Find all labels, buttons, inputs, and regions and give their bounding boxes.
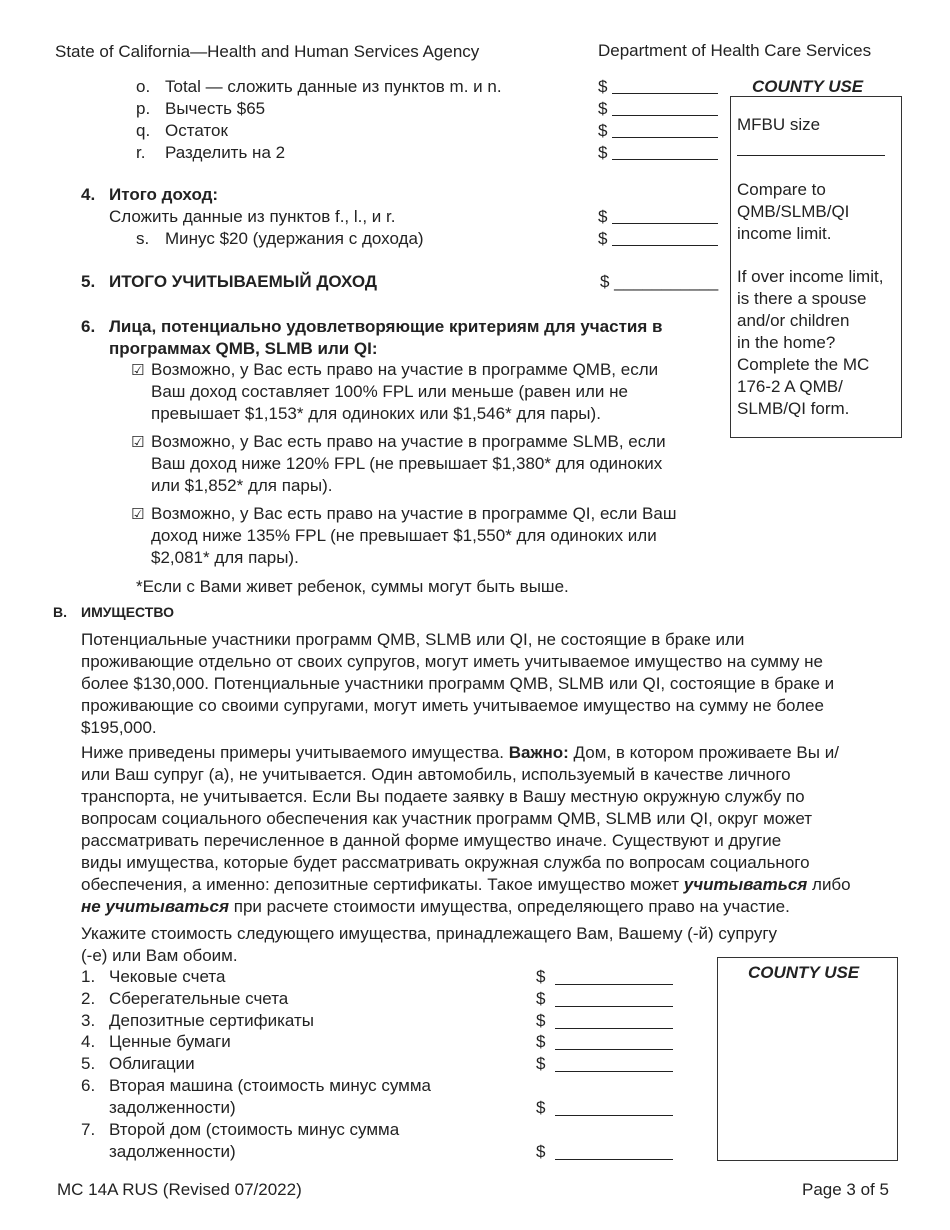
item-number: 4.: [81, 185, 96, 204]
asset-number: 1.: [81, 967, 96, 986]
eligibility-title: программах QMB, SLMB или QI:: [109, 339, 378, 358]
county-use-title: COUNTY USE: [748, 963, 860, 982]
page-number: Page 3 of 5: [802, 1180, 889, 1199]
currency-sign: $: [598, 77, 608, 96]
footnote: *Если с Вами живет ребенок, суммы могут быть выше.: [136, 577, 569, 596]
asset-label: Чековые счета: [109, 967, 226, 986]
section-letter: B.: [53, 604, 67, 620]
section-title: ИМУЩЕСТВО: [81, 604, 175, 620]
countable-income-field[interactable]: $ ___________: [600, 272, 719, 291]
over-limit-text: and/or children: [737, 311, 850, 330]
asset-label: Ценные бумаги: [109, 1032, 231, 1051]
item-number: 5.: [81, 272, 96, 291]
item-number: 6.: [81, 317, 96, 336]
compare-text: income limit.: [737, 224, 832, 243]
eligibility-title: Лица, потенциально удовлетворяющие критериям для участия в: [109, 317, 663, 336]
currency-sign: $: [598, 229, 608, 248]
amount-field-p[interactable]: [612, 115, 718, 116]
item-letter: o.: [136, 77, 151, 96]
county-use-box: [730, 96, 902, 438]
amount-field-securities[interactable]: [555, 1049, 673, 1050]
total-income-title: Итого доход:: [109, 185, 219, 204]
asset-number: 7.: [81, 1120, 96, 1139]
amount-field-q[interactable]: [612, 137, 718, 138]
amount-field-o[interactable]: [612, 93, 718, 94]
item-text: Остаток: [165, 121, 228, 140]
item-letter: q.: [136, 121, 151, 140]
currency-sign: $: [536, 1011, 546, 1030]
currency-sign: $: [536, 1142, 546, 1161]
amount-field-second-home[interactable]: [555, 1159, 673, 1160]
mfbu-field[interactable]: [737, 155, 885, 156]
currency-sign: $: [598, 143, 608, 162]
checkbox-icon[interactable]: ☑: [131, 505, 145, 523]
form-number: MC 14A RUS (Revised 07/2022): [57, 1180, 302, 1199]
option-text: Ваш доход составляет 100% FPL или меньше (равен или не: [151, 382, 628, 401]
checkbox-icon[interactable]: ☑: [131, 433, 145, 451]
item-text: Total — сложить данные из пунктов m. и n.: [165, 77, 502, 96]
amount-field-savings[interactable]: [555, 1006, 673, 1007]
amount-field-s[interactable]: [612, 245, 718, 246]
over-limit-text: Complete the MC: [737, 355, 870, 374]
property-paragraph-1: Потенциальные участники программ QMB, SLMB или QI, не состоящие в браке или проживающие отдельно от своих супругов, могут иметь учитываемое имущество на сумму не более $130,000. Потенциальные участники программ QMB, SLMB или QI, состоящие в браке и проживающие со своими супругами, могут иметь учитываемое имущество на сумму не более $195,000.: [81, 630, 835, 737]
asset-label: задолженности): [109, 1098, 236, 1117]
amount-field-deposits[interactable]: [555, 1028, 673, 1029]
currency-sign: $: [598, 99, 608, 118]
currency-sign: $: [536, 989, 546, 1008]
asset-label: Облигации: [109, 1054, 195, 1073]
header-department: Department of Health Care Services: [598, 41, 872, 60]
option-text: Возможно, у Вас есть право на участие в программе QI, если Ваш: [151, 504, 677, 523]
asset-number: 5.: [81, 1054, 96, 1073]
option-text: превышает $1,153* для одиноких или $1,546* для пары).: [151, 404, 601, 423]
asset-number: 6.: [81, 1076, 96, 1095]
amount-field-second-car[interactable]: [555, 1115, 673, 1116]
currency-sign: $: [598, 121, 608, 140]
amount-field-r[interactable]: [612, 159, 718, 160]
county-use-title: COUNTY USE: [752, 77, 864, 96]
asset-label: Второй дом (стоимость минус сумма: [109, 1120, 400, 1139]
over-limit-text: SLMB/QI form.: [737, 399, 850, 418]
county-use-box-assets: [717, 957, 898, 1161]
asset-label: Депозитные сертификаты: [109, 1011, 314, 1030]
over-limit-text: in the home?: [737, 333, 836, 352]
asset-label: Вторая машина (стоимость минус сумма: [109, 1076, 431, 1095]
asset-label: задолженности): [109, 1142, 236, 1161]
item-letter: s.: [136, 229, 150, 248]
option-text: или $1,852* для пары).: [151, 476, 333, 495]
over-limit-text: If over income limit,: [737, 267, 884, 286]
option-text: Возможно, у Вас есть право на участие в программе QMB, если: [151, 360, 659, 379]
item-letter: p.: [136, 99, 151, 118]
currency-sign: $: [536, 1054, 546, 1073]
currency-sign: $: [598, 207, 608, 226]
option-text: Ваш доход ниже 120% FPL (не превышает $1,380* для одиноких: [151, 454, 663, 473]
asset-label: Сберегательные счета: [109, 989, 289, 1008]
countable-income-title: ИТОГО УЧИТЫВАЕМЫЙ ДОХОД: [109, 272, 378, 291]
amount-field-checking[interactable]: [555, 984, 673, 985]
property-paragraph-2: Ниже приведены примеры учитываемого имущества. Важно: Дом, в котором проживаете Вы и/ или Ваш супруг (а), не учитывается. Один автомобиль, используемый в качестве личного транспорта, не учитывается. Если Вы подаете заявку в Вашу местную окружную службу по вопросам социального обеспечения как участник программ QMB, SLMB или QI, округ может рассматривать перечисленное в данной форме имущество иначе. Существуют и другие виды имущества, которые будет рассматривать окружная служба по вопросам социального обеспечения, а именно: депозитные сертификаты. Такое имущество может учитываться либо не учитываться при расчете стоимости имущества, определяющего право на участие.: [81, 743, 851, 916]
amount-field-total[interactable]: [612, 223, 718, 224]
item-text: Разделить на 2: [165, 143, 286, 162]
checkbox-icon[interactable]: ☑: [131, 361, 145, 379]
total-income-text: Сложить данные из пунктов f., l., и r.: [109, 207, 396, 226]
header-agency: State of California—Health and Human Services Agency: [55, 42, 480, 61]
option-text: Возможно, у Вас есть право на участие в программе SLMB, если: [151, 432, 666, 451]
item-text: Минус $20 (удержания с дохода): [165, 229, 424, 248]
currency-sign: $: [536, 1032, 546, 1051]
asset-number: 4.: [81, 1032, 96, 1051]
option-text: доход ниже 135% FPL (не превышает $1,550* для одиноких или: [151, 526, 657, 545]
property-paragraph-3: Укажите стоимость следующего имущества, принадлежащего Вам, Вашему (-й) супругу (-е) или Вам обоим.: [81, 924, 778, 965]
mfbu-label: MFBU size: [737, 115, 821, 134]
item-letter: r.: [136, 143, 146, 162]
item-text: Вычесть $65: [165, 99, 266, 118]
compare-text: QMB/SLMB/QI: [737, 202, 850, 221]
over-limit-text: is there a spouse: [737, 289, 867, 308]
amount-field-bonds[interactable]: [555, 1071, 673, 1072]
asset-number: 2.: [81, 989, 96, 1008]
currency-sign: $: [536, 1098, 546, 1117]
asset-number: 3.: [81, 1011, 96, 1030]
over-limit-text: 176-2 A QMB/: [737, 377, 843, 396]
option-text: $2,081* для пары).: [151, 548, 299, 567]
compare-text: Compare to: [737, 180, 826, 199]
currency-sign: $: [536, 967, 546, 986]
